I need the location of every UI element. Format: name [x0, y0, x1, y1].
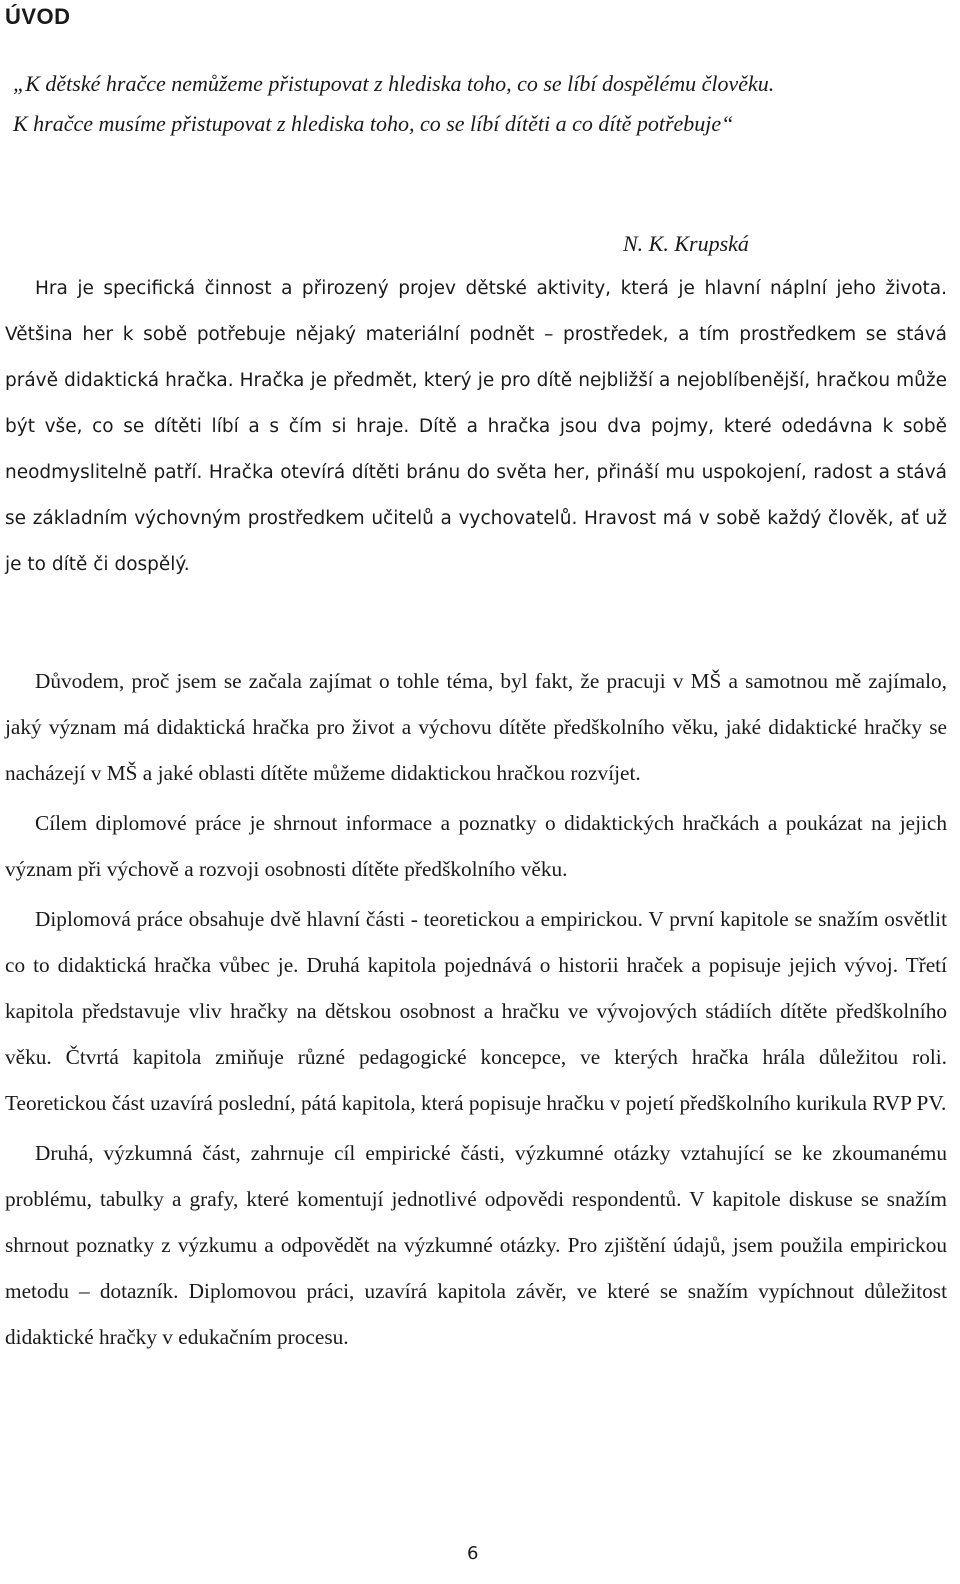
paragraph-structure-theory: Diplomová práce obsahuje dvě hlavní části - teoretickou a empirickou. V první kapitole se snažím osvětlit co to didaktická hračka vůbec je. Druhá kapitola pojednává o historii hraček a popisuje jejich vývoj. Třetí kapitola představuje vliv hračky na dětskou osobnost a hračku ve vývojových stádiích dítěte předškolního věku. Čtvrtá kapitola zmiňuje různé pedagogické koncepce, ve kterých hračka hrála důležitou roli. Teoretickou část uzavírá poslední, pátá kapitola, která popisuje hračku v pojetí předškolního kurikula RVP PV. [5, 907, 947, 1115]
quote-line-1: „K dětské hračce nemůžeme přistupovat z hlediska toho, co se líbí dospělému člověku. [13, 71, 775, 96]
paragraph-structure-research: Druhá, výzkumná část, zahrnuje cíl empirické části, výzkumné otázky vztahující se ke zkoumanému problému, tabulky a grafy, které komentují jednotlivé odpovědi respondentů. V kapitole diskuse se snažím shrnout poznatky z výzkumu a odpovědět na výzkumné otázky. Pro zjištění údajů, jsem použila empirickou metodu – dotazník. Diplomovou práci, uzavírá kapitola závěr, ve které se snažím vypíchnout důležitost didaktické hračky v edukačním procesu. [5, 1141, 947, 1349]
body-text [5, 658, 947, 1364]
paragraph-aim: Cílem diplomové práce je shrnout informace a poznatky o didaktických hračkách a poukázat na jejich význam při výchově a rozvoji osobnosti dítěte předškolního věku. [5, 811, 947, 881]
quote-author: N. K. Krupská [623, 231, 749, 256]
section-heading: ÚVOD [5, 4, 71, 29]
paragraph-intro: Hra je specifická činnost a přirozený projev dětské aktivity, která je hlavní náplní jeho života. Většina her k sobě potřebuje nějaký materiální podnět – prostředek, a tím prostředkem se stává právě didaktická hračka. Hračka je předmět, který je pro dítě nejbližší a nejoblíbenější, hračkou může být vše, co se dítěti líbí a s čím si hraje. Dítě a hračka jsou dva pojmy, které odedávna k sobě neodmyslitelně patří. Hračka otevírá dítěti bránu do světa her, přináší mu uspokojení, radost a stává se základním výchovným prostředkem učitelů a vychovatelů. Hravost má v sobě každý člověk, ať už je to dítě či dospělý. [5, 278, 947, 575]
page-number: 6 [467, 1543, 479, 1564]
document-page [5, 0, 947, 1584]
epigraph-quote [13, 64, 943, 256]
quote-line-2: K hračce musíme přistupovat z hlediska toho, co se líbí dítěti a co dítě potřebuje“ [13, 111, 734, 136]
paragraph-motivation: Důvodem, proč jsem se začala zajímat o tohle téma, byl fakt, že pracuji v MŠ a samotnou mě zajímalo, jaký význam má didaktická hračka pro život a výchovu dítěte předškolního věku, jaké didaktické hračky se nacházejí v MŠ a jaké oblasti dítěte můžeme didaktickou hračkou rozvíjet. [5, 669, 947, 785]
